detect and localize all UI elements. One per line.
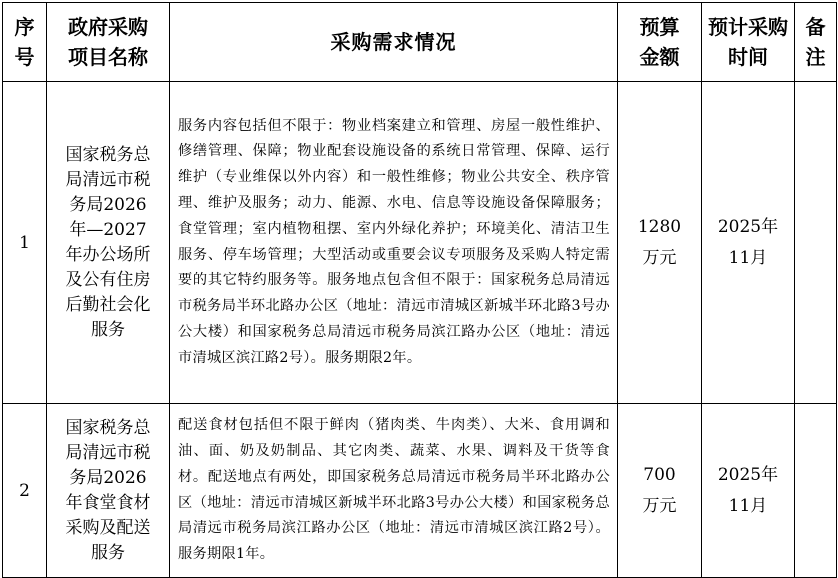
header-remarks: 备注 [795, 3, 837, 82]
header-project-name: 政府采购项目名称 [47, 3, 170, 82]
table-row [3, 82, 837, 404]
procurement-table [2, 2, 837, 578]
header-time: 预计采购时间 [702, 3, 795, 82]
row-requirements: 配送食材包括但不限于鲜肉（猪肉类、牛肉类）、大米、食用调和油、面、奶及奶制品、其它肉类、蔬菜、水果、调料及干货等食材。配送地点有两处，即国家税务总局清远市税务局半环北路办公区（地址：清远市清城区新城半环北路3号办公大楼）和国家税务总局清远市税务局滨江路办公区（地址：清远市清城区滨江路2号）。服务期限1年。 [170, 404, 618, 578]
row-time: 2025年11月 [702, 82, 795, 404]
header-row [3, 3, 837, 82]
header-requirements: 采购需求情况 [170, 3, 618, 82]
row-seq: 2 [3, 404, 47, 578]
row-project-name: 国家税务总局清远市税务局2026年食堂食材采购及配送服务 [47, 404, 170, 578]
row-seq: 1 [3, 82, 47, 404]
row-budget: 700万元 [618, 404, 702, 578]
header-seq: 序号 [3, 3, 47, 82]
row-project-name: 国家税务总局清远市税务局2026年—2027年办公场所及公有住房后勤社会化服务 [47, 82, 170, 404]
header-budget: 预算金额 [618, 3, 702, 82]
row-budget: 1280万元 [618, 82, 702, 404]
row-requirements: 服务内容包括但不限于：物业档案建立和管理、房屋一般性维护、修缮管理、保障；物业配套设施设备的系统日常管理、保障、运行维护（专业维保以外内容）和一般性维修；物业公共安全、秩序管理、维护及服务；动力、能源、水电、信息等设施设备保障服务；食堂管理；室内植物租摆、室内外绿化养护；环境美化、清洁卫生服务、停车场管理；大型活动或重要会议专项服务及采购人特定需要的其它特约服务等。服务地点包含但不限于：国家税务总局清远市税务局半环北路办公区（地址：清远市清城区新城半环北路3号办公大楼）和国家税务总局清远市税务局滨江路办公区（地址：清远市清城区滨江路2号）。服务期限2年。 [170, 82, 618, 404]
table-row [3, 404, 837, 578]
row-remarks [795, 82, 837, 404]
row-time: 2025年11月 [702, 404, 795, 578]
row-remarks [795, 404, 837, 578]
